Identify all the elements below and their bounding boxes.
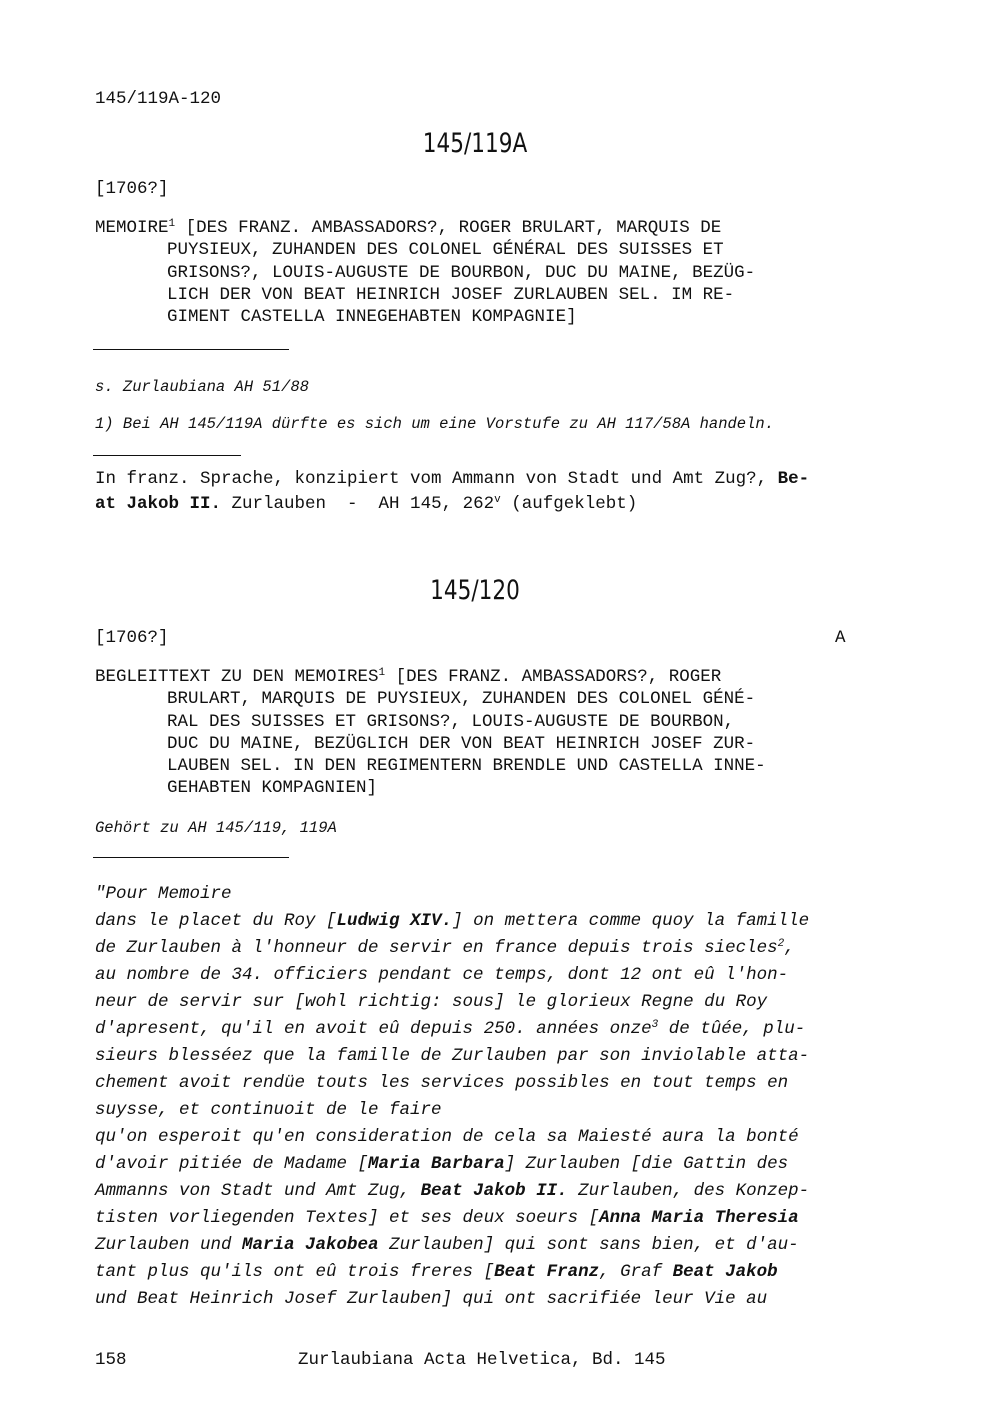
- letter-line: Ammanns von Stadt und Amt Zug, Beat Jakob II. Zurlauben, des Konzep-: [95, 1181, 810, 1201]
- entry-title-line: LICH DER VON BEAT HEINRICH JOSEF ZURLAUBEN SEL. IM RE-: [167, 284, 735, 305]
- person-name: Beat Franz: [494, 1262, 600, 1282]
- person-name: Maria Jakobea: [242, 1235, 379, 1255]
- title-rest: [DES FRANZ. AMBASSADORS?, ROGER BRULART, MARQUIS DE: [175, 218, 722, 238]
- person-name: Anna Maria Theresia: [599, 1208, 799, 1228]
- letter-transcription: [95, 881, 809, 1313]
- description-text: Zurlauben - AH 145, 262: [221, 494, 495, 514]
- see-also-reference: s. Zurlaubiana AH 51/88: [95, 378, 309, 396]
- entry-title-line: DUC DU MAINE, BEZÜGLICH DER VON BEAT HEINRICH JOSEF ZUR-: [167, 733, 756, 754]
- entry-title-line: RAL DES SUISSES ET GRISONS?, LOUIS-AUGUSTE DE BOURBON,: [167, 711, 735, 732]
- divider-rule: [93, 455, 241, 456]
- letter-line: au nombre de 34. officiers pendant ce temps, dont 12 ont eû l'hon-: [95, 965, 789, 985]
- footnote-marker: 3: [651, 1019, 659, 1031]
- entry-title-line: PUYSIEUX, ZUHANDEN DES COLONEL GÉNÉRAL DES SUISSES ET: [167, 240, 724, 261]
- letter-line: d'avoir pitiée de Madame [Maria Barbara] Zurlauben [die Gattin des: [95, 1154, 789, 1174]
- person-name: at Jakob II.: [95, 494, 222, 514]
- divider-rule: [93, 857, 289, 858]
- description-text: (aufgeklebt): [500, 494, 638, 514]
- entry-number-heading: 145/119A: [422, 128, 528, 159]
- entry-title-line: BRULART, MARQUIS DE PUYSIEUX, ZUHANDEN DES COLONEL GÉNÉ-: [167, 689, 756, 710]
- person-name: Maria Barbara: [368, 1154, 505, 1174]
- description-line: [95, 492, 809, 517]
- entry-title-line: GIMENT CASTELLA INNEGEHABTEN KOMPAGNIE]: [167, 307, 577, 328]
- folio-superscript: v: [494, 494, 501, 506]
- entry-title-block: [95, 217, 755, 328]
- letter-line: und Beat Heinrich Josef Zurlauben] qui ont sacrifiée leur Vie au: [95, 1289, 768, 1309]
- footnote-marker: 1: [168, 218, 176, 230]
- letter-line: tant plus qu'ils ont eû trois freres [Beat Franz, Graf Beat Jakob: [95, 1262, 778, 1282]
- letter-line: suysse, et continuoit de le faire: [95, 1100, 442, 1120]
- letter-line: "Pour Memoire: [95, 884, 232, 904]
- divider-rule: [93, 349, 289, 350]
- letter-line: tisten vorliegenden Textes] et ses deux soeurs [Anna Maria Theresia: [95, 1208, 799, 1228]
- entry-date: [1706?]: [95, 179, 169, 199]
- description-line: [95, 467, 809, 492]
- person-name: Beat Jakob: [672, 1262, 778, 1282]
- letter-line: qu'on esperoit qu'en consideration de cela sa Maiesté aura la bonté: [95, 1127, 799, 1147]
- page-reference: 145/119A-120: [95, 89, 222, 109]
- entry-number-heading: 145/120: [430, 575, 520, 606]
- letter-line: de Zurlauben à l'honneur de servir en france depuis trois siecles$^2$,: [95, 938, 795, 958]
- letter-line: dans le placet du Roy [Ludwig XIV.] on mettera comme quoy la famille: [95, 911, 810, 931]
- entry-title-line: [95, 666, 766, 688]
- entry-title-line: GEHABTEN KOMPAGNIEN]: [167, 778, 378, 799]
- entry-title-line: [95, 217, 755, 239]
- person-name: Be-: [777, 469, 810, 489]
- letter-line: neur de servir sur [wohl richtig: sous] le glorieux Regne du Roy: [95, 992, 768, 1012]
- letter-line: d'apresent, qu'il en avoit eû depuis 250. années onze$^3$ de tûée, plu-: [95, 1019, 806, 1039]
- page-number: 158: [95, 1350, 127, 1370]
- title-head: MEMOIRE: [95, 218, 169, 238]
- entry-marker: A: [835, 628, 846, 648]
- person-name: Beat Jakob II.: [420, 1181, 568, 1201]
- footnote-marker: 2: [777, 938, 785, 950]
- person-name: Ludwig XIV.: [336, 911, 453, 931]
- description-text: In franz. Sprache, konzipiert vom Ammann von Stadt und Amt Zug?,: [95, 469, 778, 489]
- belongs-to-reference: Gehört zu AH 145/119, 119A: [95, 819, 337, 837]
- publication-title: Zurlaubiana Acta Helvetica, Bd. 145: [298, 1350, 666, 1370]
- title-rest: [DES FRANZ. AMBASSADORS?, ROGER: [385, 667, 722, 687]
- footnote-marker: 1: [378, 667, 386, 679]
- footnote: 1) Bei AH 145/119A dürfte es sich um eine Vorstufe zu AH 117/58A handeln.: [95, 415, 775, 433]
- letter-line: sieurs blesséez que la famille de Zurlauben par son inviolable atta-: [95, 1046, 810, 1066]
- entry-title-line: LAUBEN SEL. IN DEN REGIMENTERN BRENDLE UND CASTELLA INNE-: [167, 756, 766, 777]
- entry-title-line: GRISONS?, LOUIS-AUGUSTE DE BOURBON, DUC DU MAINE, BEZÜG-: [167, 262, 756, 283]
- entry-description: [95, 467, 809, 517]
- letter-line: chement avoit rendüe touts les services possibles en tout temps en: [95, 1073, 789, 1093]
- title-head: BEGLEITTEXT ZU DEN MEMOIRES: [95, 667, 379, 687]
- entry-date: [1706?]: [95, 628, 169, 648]
- letter-line: Zurlauben und Maria Jakobea Zurlauben] qui sont sans bien, et d'au-: [95, 1235, 799, 1255]
- entry-title-block: [95, 666, 766, 800]
